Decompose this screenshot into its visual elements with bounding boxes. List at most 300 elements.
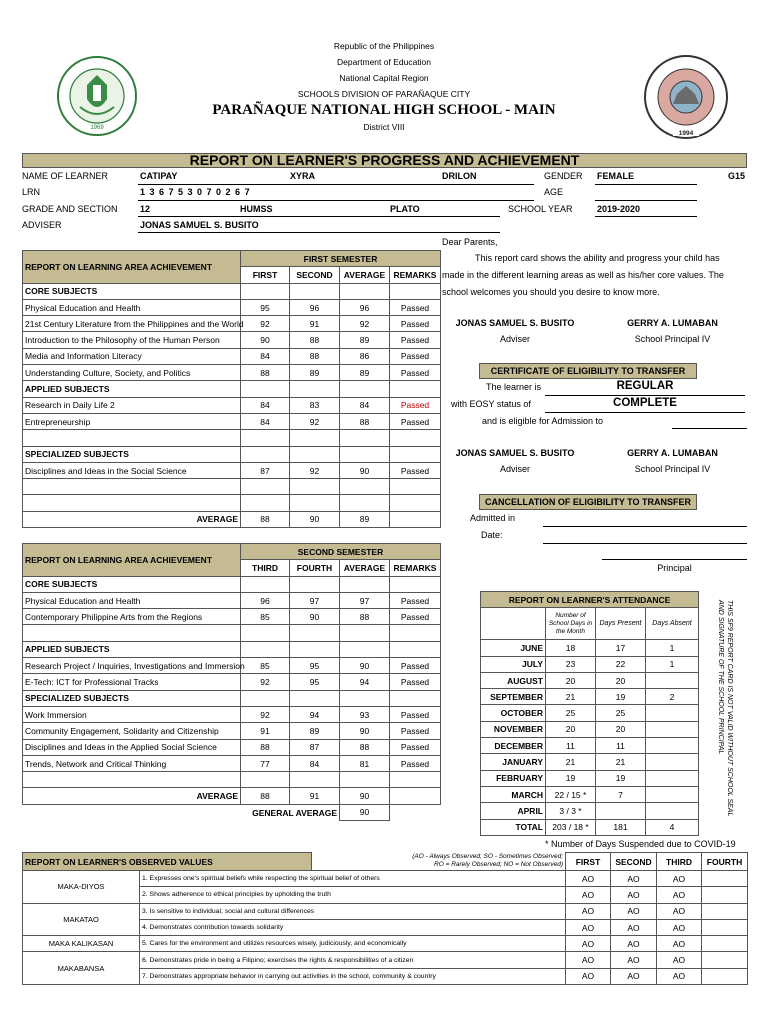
core-value: MAKA-DIYOS (23, 871, 140, 904)
certificate-principal: GERRY A. LUMABAN (627, 448, 718, 458)
rating-q1: AO (566, 968, 611, 984)
col-second: SECOND (290, 267, 340, 283)
col-remarks-2: REMARKS (390, 560, 441, 576)
gender-value: FEMALE (597, 171, 634, 181)
grade-average: 92 (340, 316, 390, 332)
subject-category: SPECIALIZED SUBJECTS (23, 690, 241, 706)
grade-average (340, 625, 390, 641)
learner-middle-name: DRILON (442, 171, 477, 181)
school-days: 18 (546, 640, 596, 656)
subject-name (23, 479, 241, 495)
attendance-row (481, 803, 699, 819)
header-line-3: National Capital Region (339, 73, 429, 83)
attendance-row (481, 770, 699, 786)
grade-q1: 92 (241, 674, 290, 690)
attendance-row (481, 640, 699, 656)
days-present: 21 (596, 754, 646, 770)
grade-q1: 77 (241, 755, 290, 771)
area-header: REPORT ON LEARNING AREA ACHIEVEMENT (23, 251, 241, 284)
attendance-month: APRIL (481, 803, 546, 819)
learner-code: G15 (728, 171, 746, 181)
school-days: 19 (546, 770, 596, 786)
core-value: MAKATAO (23, 903, 140, 936)
behavior-statement: 2. Shows adherence to ethical principles by upholding the truth (140, 887, 566, 903)
subject-name: Disciplines and Ideas in the Applied Social Science (23, 739, 241, 755)
grade-average: 88 (340, 739, 390, 755)
grade-q1: 90 (241, 332, 290, 348)
gender-label: GENDER (544, 171, 583, 181)
remarks: Passed (390, 348, 441, 364)
subject-name: Work Immersion (23, 706, 241, 722)
attendance-title: REPORT ON LEARNER'S ATTENDANCE (481, 592, 699, 608)
subject-row (23, 381, 441, 397)
grade-q2 (290, 576, 340, 592)
grade-average (340, 446, 390, 462)
rating-q1: AO (566, 887, 611, 903)
subject-name (23, 772, 241, 788)
general-average-label: GENERAL AVERAGE (252, 807, 337, 818)
rating-q2: AO (611, 871, 657, 887)
days-present: 22 (596, 656, 646, 672)
grade-average: 86 (340, 348, 390, 364)
certificate-eosy: with EOSY status of (451, 399, 531, 409)
attendance-month: OCTOBER (481, 705, 546, 721)
subject-name: Entrepreneurship (23, 413, 241, 429)
subject-row (23, 690, 441, 706)
attendance-rows (481, 640, 699, 836)
school-days: 11 (546, 738, 596, 754)
subject-name: Physical Education and Health (23, 299, 241, 315)
certificate-status-regular: REGULAR (616, 380, 674, 392)
grade-q2: 95 (290, 674, 340, 690)
learner-first-name: XYRA (290, 171, 316, 181)
grade-q1 (241, 690, 290, 706)
letter-line-1: This report card shows the ability and progress your child has (475, 253, 720, 263)
days-absent (646, 754, 699, 770)
remarks (390, 495, 441, 511)
subject-row (23, 592, 441, 608)
first-semester-label: FIRST SEMESTER (241, 251, 441, 267)
remarks: Passed (390, 299, 441, 315)
grade-q1: 84 (241, 348, 290, 364)
school-days: 23 (546, 656, 596, 672)
attendance-row (481, 705, 699, 721)
certificate-status-complete: COMPLETE (613, 397, 677, 409)
values-col-fourth: FOURTH (702, 853, 748, 871)
grade-q2: 84 (290, 755, 340, 771)
rating-q2: AO (611, 936, 657, 952)
grade-q1 (241, 446, 290, 462)
subject-name: Research in Daily Life 2 (23, 397, 241, 413)
attendance-row (481, 672, 699, 688)
rating-q2: AO (611, 952, 657, 968)
subject-name: Contemporary Philippine Arts from the Regions (23, 609, 241, 625)
subject-name (23, 495, 241, 511)
grade-average: 93 (340, 706, 390, 722)
subject-row (23, 332, 441, 348)
rating-q3: AO (657, 903, 702, 919)
subject-row (23, 365, 441, 381)
observed-values-table (22, 852, 748, 985)
grade-average (340, 283, 390, 299)
subject-row (23, 316, 441, 332)
behavior-row (23, 871, 748, 887)
grade-average (340, 772, 390, 788)
grade-average: 97 (340, 592, 390, 608)
subject-name (23, 625, 241, 641)
average-row (23, 511, 441, 527)
rating-q3: AO (657, 952, 702, 968)
remarks (390, 446, 441, 462)
subject-category: CORE SUBJECTS (23, 576, 241, 592)
school-days: 20 (546, 672, 596, 688)
certificate-adviser: JONAS SAMUEL S. BUSITO (455, 448, 575, 458)
second-semester-label: SECOND SEMESTER (241, 544, 441, 560)
subject-category: CORE SUBJECTS (23, 283, 241, 299)
grade-average: 88 (340, 413, 390, 429)
behavior-statement: 4. Demonstrates contribution towards solidarity (140, 919, 566, 935)
grade-q2: 90 (290, 609, 340, 625)
subject-row (23, 723, 441, 739)
remarks: Passed (390, 397, 441, 413)
core-value: MAKA KALIKASAN (23, 936, 140, 952)
days-present (596, 803, 646, 819)
behavior-statement: 5. Cares for the environment and utilizes resources wisely, judiciously, and economically (140, 936, 566, 952)
grade-q2: 88 (290, 332, 340, 348)
letter-principal: GERRY A. LUMABAN (627, 318, 718, 328)
remarks: Passed (390, 706, 441, 722)
rating-q3: AO (657, 871, 702, 887)
school-days: 203 / 18 * (546, 819, 596, 835)
area-header-2: REPORT ON LEARNING AREA ACHIEVEMENT (23, 544, 241, 577)
section-value: PLATO (390, 204, 420, 214)
rating-q3: AO (657, 887, 702, 903)
subject-name: Media and Information Literacy (23, 348, 241, 364)
grade-q1: 85 (241, 609, 290, 625)
core-value: MAKABANSA (23, 952, 140, 985)
first-semester-table (22, 250, 441, 528)
letter-adviser: JONAS SAMUEL S. BUSITO (455, 318, 575, 328)
subject-row (23, 576, 441, 592)
remarks: Passed (390, 755, 441, 771)
grade-q2: 97 (290, 592, 340, 608)
remarks: Passed (390, 674, 441, 690)
grade-average (340, 641, 390, 657)
remarks: Passed (390, 592, 441, 608)
school-days: 3 / 3 * (546, 803, 596, 819)
grade-average (340, 381, 390, 397)
days-present: 20 (596, 721, 646, 737)
letter-line-2: made in the different learning areas as well as his/her core values. The (442, 270, 724, 280)
days-present: 181 (596, 819, 646, 835)
report-title: REPORT ON LEARNER'S PROGRESS AND ACHIEVEMENT (22, 153, 747, 168)
age-label: AGE (544, 187, 564, 197)
grade-q2 (290, 772, 340, 788)
behavior-statement: 3. Is sensitive to individual, social and cultural differences (140, 903, 566, 919)
subject-name: Introduction to the Philosophy of the Human Person (23, 332, 241, 348)
subject-row (23, 397, 441, 413)
rating-q1: AO (566, 952, 611, 968)
rating-q4 (702, 968, 748, 984)
subject-row (23, 283, 441, 299)
subject-name: Disciplines and Ideas in the Social Science (23, 462, 241, 478)
grade-average (340, 690, 390, 706)
subject-row (23, 495, 441, 511)
cancellation-admitted: Admitted in (470, 513, 516, 523)
second-semester-table (22, 543, 441, 821)
grade-q2: 88 (290, 348, 340, 364)
learner-last-name: CATIPAY (140, 171, 178, 181)
average-row (23, 788, 441, 804)
col-third: THIRD (241, 560, 290, 576)
grade-q1: 92 (241, 706, 290, 722)
svg-text:1994: 1994 (678, 130, 694, 137)
cancellation-title: CANCELLATION OF ELIGIBILITY TO TRANSFER (479, 494, 697, 510)
covid-note: * Number of Days Suspended due to COVID-19 (545, 839, 736, 849)
average-q1: 88 (241, 788, 290, 804)
remarks: Passed (390, 316, 441, 332)
grade-q1 (241, 641, 290, 657)
grade-average (340, 479, 390, 495)
days-absent (646, 786, 699, 802)
grade-average (340, 576, 390, 592)
rating-q4 (702, 887, 748, 903)
values-rows (23, 871, 748, 985)
rating-q2: AO (611, 887, 657, 903)
behavior-row (23, 936, 748, 952)
remarks: Passed (390, 365, 441, 381)
subject-name: Understanding Culture, Society, and Politics (23, 365, 241, 381)
grade-average: 81 (340, 755, 390, 771)
grade-q2: 91 (290, 316, 340, 332)
attendance-month: SEPTEMBER (481, 689, 546, 705)
remarks (390, 772, 441, 788)
days-absent (646, 738, 699, 754)
grade-q1: 88 (241, 739, 290, 755)
subject-row (23, 641, 441, 657)
grade-average (340, 495, 390, 511)
grade-q2 (290, 479, 340, 495)
district: District VIII (363, 122, 405, 132)
average-label: AVERAGE (23, 788, 241, 804)
attendance-row (481, 819, 699, 835)
school-days: 20 (546, 721, 596, 737)
days-present: 17 (596, 640, 646, 656)
attendance-month: JANUARY (481, 754, 546, 770)
grade-average: 90 (340, 462, 390, 478)
rating-q2: AO (611, 919, 657, 935)
rating-q3: AO (657, 919, 702, 935)
remarks (390, 430, 441, 446)
grade-q2 (290, 430, 340, 446)
col-fourth: FOURTH (290, 560, 340, 576)
remarks: Passed (390, 723, 441, 739)
grade-average: 96 (340, 299, 390, 315)
average-q1: 88 (241, 511, 290, 527)
header-line-1: Republic of the Philippines (333, 41, 435, 51)
subject-row (23, 739, 441, 755)
grade-average: 88 (340, 609, 390, 625)
grade-q2: 89 (290, 365, 340, 381)
svg-text:1969: 1969 (90, 125, 104, 131)
days-present: 20 (596, 672, 646, 688)
attendance-row (481, 786, 699, 802)
attendance-row (481, 689, 699, 705)
cancellation-date: Date: (481, 530, 503, 540)
remarks: Passed (390, 413, 441, 429)
behavior-statement: 7. Demonstrates appropriate behavior in carrying out activities in the school, community & country (140, 968, 566, 984)
remarks (390, 625, 441, 641)
subject-name: 21st Century Literature from the Philippines and the World (23, 316, 241, 332)
grade-average: 90 (340, 658, 390, 674)
values-col-second: SECOND (611, 853, 657, 871)
rating-q4 (702, 936, 748, 952)
values-col-first: FIRST (566, 853, 611, 871)
attendance-month: AUGUST (481, 672, 546, 688)
remarks (390, 381, 441, 397)
subject-row (23, 674, 441, 690)
adviser-value: JONAS SAMUEL S. BUSITO (140, 220, 259, 230)
name-label: NAME OF LEARNER (22, 171, 109, 181)
grade-value: 12 (140, 204, 151, 214)
strand-value: HUMSS (240, 204, 273, 214)
subject-category: APPLIED SUBJECTS (23, 641, 241, 657)
remarks: Passed (390, 609, 441, 625)
attendance-row (481, 721, 699, 737)
rating-q4 (702, 919, 748, 935)
col-average: AVERAGE (340, 267, 390, 283)
grade-q2: 95 (290, 658, 340, 674)
rating-q2: AO (611, 968, 657, 984)
school-days: 22 / 15 * (546, 786, 596, 802)
attendance-row (481, 754, 699, 770)
school-days: 25 (546, 705, 596, 721)
grade-q1: 84 (241, 413, 290, 429)
average-q2: 90 (290, 511, 340, 527)
grade-q1 (241, 495, 290, 511)
values-legend: (AO - Always Observed; SO - Sometimes Observed; RO = Rarely Observed; NO = Not Observed) (412, 853, 564, 869)
subject-name: Trends, Network and Critical Thinking (23, 755, 241, 771)
attendance-col-present: Days Present (596, 608, 646, 640)
grade-q1 (241, 381, 290, 397)
rating-q1: AO (566, 936, 611, 952)
col-remarks: REMARKS (390, 267, 441, 283)
grade-label: GRADE AND SECTION (22, 204, 118, 214)
grade-q2 (290, 641, 340, 657)
days-present: 19 (596, 689, 646, 705)
grade-q1 (241, 430, 290, 446)
days-absent (646, 721, 699, 737)
certificate-learner-is: The learner is (486, 382, 542, 392)
grade-q2: 87 (290, 739, 340, 755)
letter-principal-role: School Principal IV (634, 334, 711, 344)
rating-q1: AO (566, 903, 611, 919)
behavior-row (23, 952, 748, 968)
subject-name: Community Engagement, Solidarity and Citizenship (23, 723, 241, 739)
second-semester-rows (23, 576, 441, 804)
remarks: Passed (390, 462, 441, 478)
adviser-label: ADVISER (22, 220, 62, 230)
grade-q1: 92 (241, 316, 290, 332)
rating-q3: AO (657, 968, 702, 984)
days-present: 7 (596, 786, 646, 802)
grade-q2 (290, 283, 340, 299)
grade-q2: 96 (290, 299, 340, 315)
remarks (390, 690, 441, 706)
attendance-month: JUNE (481, 640, 546, 656)
validity-vertical-note: THIS SF9 REPORT CARD IS NOT VALID WITHOUT SCHOOL SEAL AND SIGNATURE OF THE SCHOOL PRINCIPAL (717, 600, 733, 817)
subject-category: SPECIALIZED SUBJECTS (23, 446, 241, 462)
subject-row (23, 348, 441, 364)
remarks: Passed (390, 739, 441, 755)
grade-q2: 92 (290, 462, 340, 478)
rating-q4 (702, 903, 748, 919)
letter-greeting: Dear Parents, (442, 237, 498, 247)
days-present: 19 (596, 770, 646, 786)
days-absent (646, 672, 699, 688)
subject-name: Physical Education and Health (23, 592, 241, 608)
subject-row (23, 299, 441, 315)
subject-name (23, 430, 241, 446)
rating-q4 (702, 871, 748, 887)
header-line-4: SCHOOLS DIVISION OF PARAÑAQUE CITY (297, 89, 471, 99)
grade-q1: 85 (241, 658, 290, 674)
attendance-col-absent: Days Absent (646, 608, 699, 640)
letter-line-3: school welcomes you should you desire to know more. (442, 287, 660, 297)
grade-q2: 94 (290, 706, 340, 722)
grade-q1: 91 (241, 723, 290, 739)
average-q2: 91 (290, 788, 340, 804)
behavior-statement: 6. Demonstrates pride in being a Filipino; exercises the rights & responsibilities of a citizen (140, 952, 566, 968)
grade-average: 84 (340, 397, 390, 413)
grade-q1: 96 (241, 592, 290, 608)
grade-q2: 89 (290, 723, 340, 739)
grade-q1 (241, 576, 290, 592)
attendance-col-days: Number of School Days in the Month (546, 608, 596, 640)
days-absent: 1 (646, 640, 699, 656)
values-col-third: THIRD (657, 853, 702, 871)
days-absent (646, 705, 699, 721)
average-label: AVERAGE (23, 511, 241, 527)
remarks (390, 641, 441, 657)
average-final: 89 (340, 511, 390, 527)
subject-name: Research Project / Inquiries, Investigations and Immersion (23, 658, 241, 674)
behavior-row (23, 903, 748, 919)
attendance-row (481, 656, 699, 672)
remarks: Passed (390, 332, 441, 348)
values-title: REPORT ON LEARNER'S OBSERVED VALUES (23, 853, 312, 871)
school-year-value: 2019-2020 (597, 204, 641, 214)
subject-row (23, 479, 441, 495)
attendance-month: NOVEMBER (481, 721, 546, 737)
subject-row (23, 413, 441, 429)
header-line-2: Department of Education (336, 57, 432, 67)
grade-average: 89 (340, 365, 390, 381)
col-first: FIRST (241, 267, 290, 283)
subject-row (23, 446, 441, 462)
days-absent (646, 803, 699, 819)
grade-q2 (290, 495, 340, 511)
subject-row (23, 658, 441, 674)
grade-q1 (241, 283, 290, 299)
lrn-value: 1 3 6 7 5 3 0 7 0 2 6 7 (140, 187, 251, 197)
remarks (390, 283, 441, 299)
school-days: 21 (546, 754, 596, 770)
remarks (390, 479, 441, 495)
subject-row (23, 625, 441, 641)
grade-average (340, 430, 390, 446)
rating-q1: AO (566, 871, 611, 887)
